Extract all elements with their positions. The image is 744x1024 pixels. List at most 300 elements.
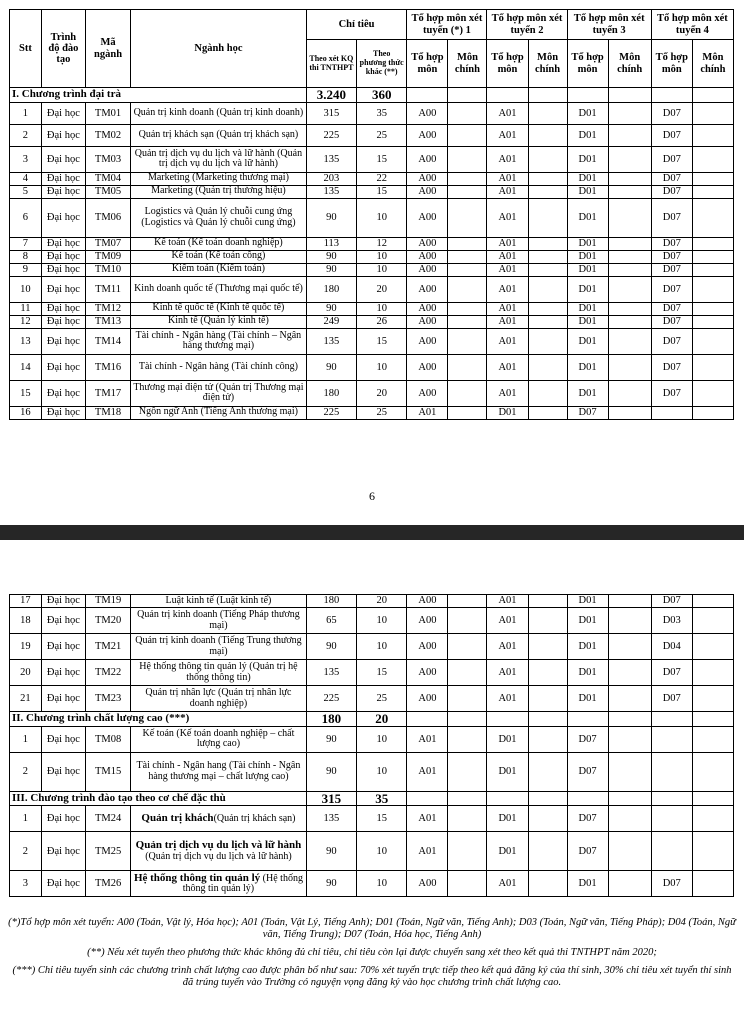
row-combo-3: D01 bbox=[567, 102, 608, 124]
row-combo-3: D01 bbox=[567, 595, 608, 608]
row-combo-4: D07 bbox=[651, 263, 692, 276]
row-level: Đại học bbox=[41, 806, 85, 832]
section-exam-total: 3.240 bbox=[306, 88, 356, 103]
row-main-subject-2 bbox=[528, 726, 567, 752]
row-quota-exam: 90 bbox=[306, 726, 356, 752]
row-stt: 9 bbox=[10, 263, 42, 276]
row-major-name: Quản trị khách sạn (Quản trị khách sạn) bbox=[131, 124, 307, 146]
row-main-subject-3 bbox=[608, 302, 651, 315]
row-combo-4 bbox=[651, 806, 692, 832]
row-combo-1: A00 bbox=[407, 276, 448, 302]
row-quota-other: 10 bbox=[357, 608, 407, 634]
row-level: Đại học bbox=[41, 146, 85, 172]
row-main-subject-4 bbox=[692, 726, 733, 752]
header-sub-main: Môn chính bbox=[528, 40, 567, 88]
row-stt: 2 bbox=[10, 124, 42, 146]
row-combo-2: D01 bbox=[487, 806, 528, 832]
row-main-subject-2 bbox=[528, 752, 567, 791]
row-main-subject-2 bbox=[528, 406, 567, 419]
row-main-subject-1 bbox=[448, 752, 487, 791]
row-major-code: TM20 bbox=[85, 608, 130, 634]
row-main-subject-2 bbox=[528, 660, 567, 686]
row-combo-1: A01 bbox=[407, 726, 448, 752]
row-quota-other: 10 bbox=[357, 726, 407, 752]
row-combo-4: D07 bbox=[651, 686, 692, 712]
row-level: Đại học bbox=[41, 595, 85, 608]
row-combo-3: D01 bbox=[567, 237, 608, 250]
admission-table-page-6 bbox=[9, 9, 734, 420]
row-major-name: Ngôn ngữ Anh (Tiếng Anh thương mại) bbox=[131, 406, 307, 419]
row-major-code: TM02 bbox=[85, 124, 130, 146]
row-main-subject-3 bbox=[608, 185, 651, 198]
major-name-detail: (Quản trị dịch vụ du lịch và lữ hành) bbox=[145, 850, 292, 862]
row-combo-3: D01 bbox=[567, 608, 608, 634]
row-combo-2: A01 bbox=[487, 302, 528, 315]
row-main-subject-3 bbox=[608, 634, 651, 660]
row-main-subject-1 bbox=[448, 380, 487, 406]
row-main-subject-4 bbox=[692, 146, 733, 172]
row-main-subject-4 bbox=[692, 660, 733, 686]
table-row bbox=[10, 354, 734, 380]
row-main-subject-2 bbox=[528, 124, 567, 146]
row-quota-exam: 249 bbox=[306, 315, 356, 328]
row-quota-exam: 203 bbox=[306, 172, 356, 185]
row-main-subject-2 bbox=[528, 198, 567, 237]
row-major-code: TM21 bbox=[85, 634, 130, 660]
row-combo-1: A00 bbox=[407, 146, 448, 172]
row-main-subject-4 bbox=[692, 354, 733, 380]
row-main-subject-4 bbox=[692, 302, 733, 315]
table-row bbox=[10, 752, 734, 791]
row-level: Đại học bbox=[41, 263, 85, 276]
row-major-name: Logistics và Quản lý chuỗi cung ứng (Logistics và Quản lý chuỗi cung ứng) bbox=[131, 198, 307, 237]
row-combo-1: A00 bbox=[407, 660, 448, 686]
row-main-subject-4 bbox=[692, 406, 733, 419]
row-main-subject-1 bbox=[448, 237, 487, 250]
row-quota-exam: 90 bbox=[306, 752, 356, 791]
row-major-name: Tài chính - Ngân hang (Tài chính - Ngân hàng thương mại – chất lượng cao) bbox=[131, 752, 307, 791]
row-quota-other: 15 bbox=[357, 185, 407, 198]
row-main-subject-2 bbox=[528, 102, 567, 124]
major-name-bold: Quản trị khách bbox=[141, 812, 214, 824]
table-row bbox=[10, 172, 734, 185]
header-level: Trình độ đào tạo bbox=[41, 10, 85, 88]
row-main-subject-4 bbox=[692, 185, 733, 198]
row-main-subject-3 bbox=[608, 124, 651, 146]
row-main-subject-4 bbox=[692, 634, 733, 660]
row-combo-2: A01 bbox=[487, 871, 528, 897]
row-combo-2: D01 bbox=[487, 726, 528, 752]
row-main-subject-3 bbox=[608, 608, 651, 634]
row-major-code: TM25 bbox=[85, 832, 130, 871]
row-combo-3: D01 bbox=[567, 380, 608, 406]
row-major-name: Quản trị nhân lực (Quản trị nhân lực doanh nghiệp) bbox=[131, 686, 307, 712]
row-major-name: Kế toán (Kế toán doanh nghiệp) bbox=[131, 237, 307, 250]
row-combo-4: D07 bbox=[651, 185, 692, 198]
table-row bbox=[10, 328, 734, 354]
row-combo-4: D07 bbox=[651, 328, 692, 354]
row-stt: 11 bbox=[10, 302, 42, 315]
row-main-subject-4 bbox=[692, 380, 733, 406]
row-major-code: TM07 bbox=[85, 237, 130, 250]
row-main-subject-1 bbox=[448, 354, 487, 380]
footnote-high-quality: (***) Chỉ tiêu tuyển sinh các chương trình chất lượng cao được phân bổ như sau: 70% xét tuyển trực tiếp theo kết quả đăng ký của thí sinh, 30% chỉ tiêu xét tuyển thí sinh đã trúng tuyển vào Trường có nguyện vọng đăng ký vào học chương trình chất lượng cao. bbox=[12, 965, 732, 989]
header-code: Mã ngành bbox=[85, 10, 130, 88]
row-main-subject-2 bbox=[528, 276, 567, 302]
row-combo-1: A00 bbox=[407, 871, 448, 897]
row-level: Đại học bbox=[41, 250, 85, 263]
row-level: Đại học bbox=[41, 354, 85, 380]
row-combo-4 bbox=[651, 726, 692, 752]
row-stt: 1 bbox=[10, 806, 42, 832]
row-major-code: TM17 bbox=[85, 380, 130, 406]
row-combo-2: A01 bbox=[487, 172, 528, 185]
row-quota-other: 15 bbox=[357, 328, 407, 354]
row-major-code: TM11 bbox=[85, 276, 130, 302]
row-combo-2: A01 bbox=[487, 595, 528, 608]
row-quota-exam: 90 bbox=[306, 354, 356, 380]
row-quota-exam: 225 bbox=[306, 124, 356, 146]
row-level: Đại học bbox=[41, 686, 85, 712]
row-combo-4: D07 bbox=[651, 302, 692, 315]
row-quota-other: 10 bbox=[357, 634, 407, 660]
row-major-name: Kinh doanh quốc tế (Thương mại quốc tế) bbox=[131, 276, 307, 302]
row-main-subject-3 bbox=[608, 237, 651, 250]
row-combo-1: A00 bbox=[407, 237, 448, 250]
row-quota-other: 26 bbox=[357, 315, 407, 328]
row-main-subject-3 bbox=[608, 406, 651, 419]
table-row bbox=[10, 871, 734, 897]
row-main-subject-2 bbox=[528, 237, 567, 250]
row-major-code: TM16 bbox=[85, 354, 130, 380]
row-stt: 6 bbox=[10, 198, 42, 237]
row-main-subject-2 bbox=[528, 608, 567, 634]
row-main-subject-3 bbox=[608, 806, 651, 832]
row-level: Đại học bbox=[41, 608, 85, 634]
row-combo-4: D07 bbox=[651, 237, 692, 250]
row-stt: 10 bbox=[10, 276, 42, 302]
section-exam-total: 180 bbox=[306, 712, 356, 727]
row-combo-4: D07 bbox=[651, 660, 692, 686]
row-combo-1: A01 bbox=[407, 406, 448, 419]
row-main-subject-4 bbox=[692, 237, 733, 250]
row-main-subject-4 bbox=[692, 806, 733, 832]
row-combo-4: D07 bbox=[651, 102, 692, 124]
row-major-name: Tài chính - Ngân hàng (Tài chính – Ngân hàng thương mại) bbox=[131, 328, 307, 354]
header-sub-main: Môn chính bbox=[608, 40, 651, 88]
row-level: Đại học bbox=[41, 276, 85, 302]
row-major-code: TM19 bbox=[85, 595, 130, 608]
page-break bbox=[0, 525, 744, 540]
row-major-name: Marketing (Quản trị thương hiệu) bbox=[131, 185, 307, 198]
row-stt: 20 bbox=[10, 660, 42, 686]
row-quota-other: 10 bbox=[357, 871, 407, 897]
row-main-subject-3 bbox=[608, 832, 651, 871]
row-combo-1: A00 bbox=[407, 124, 448, 146]
row-combo-4: D07 bbox=[651, 172, 692, 185]
row-main-subject-4 bbox=[692, 686, 733, 712]
header-sub-combo: Tổ hợp môn bbox=[487, 40, 528, 88]
row-combo-3: D07 bbox=[567, 726, 608, 752]
row-combo-1: A01 bbox=[407, 806, 448, 832]
row-main-subject-1 bbox=[448, 315, 487, 328]
row-main-subject-3 bbox=[608, 686, 651, 712]
row-main-subject-1 bbox=[448, 608, 487, 634]
row-main-subject-3 bbox=[608, 660, 651, 686]
row-main-subject-2 bbox=[528, 634, 567, 660]
row-combo-2: A01 bbox=[487, 660, 528, 686]
row-main-subject-2 bbox=[528, 185, 567, 198]
row-stt: 3 bbox=[10, 871, 42, 897]
row-combo-3: D01 bbox=[567, 124, 608, 146]
row-combo-2: A01 bbox=[487, 237, 528, 250]
row-level: Đại học bbox=[41, 380, 85, 406]
row-level: Đại học bbox=[41, 660, 85, 686]
row-main-subject-1 bbox=[448, 686, 487, 712]
row-combo-3: D01 bbox=[567, 146, 608, 172]
row-major-name: Luật kinh tế (Luật kinh tế) bbox=[131, 595, 307, 608]
row-major-code: TM04 bbox=[85, 172, 130, 185]
row-combo-3: D07 bbox=[567, 406, 608, 419]
row-combo-2: A01 bbox=[487, 102, 528, 124]
row-major-code: TM08 bbox=[85, 726, 130, 752]
row-main-subject-1 bbox=[448, 102, 487, 124]
row-combo-2: A01 bbox=[487, 380, 528, 406]
table-row bbox=[10, 237, 734, 250]
row-main-subject-4 bbox=[692, 608, 733, 634]
table-row bbox=[10, 250, 734, 263]
row-combo-3: D01 bbox=[567, 871, 608, 897]
table-row bbox=[10, 315, 734, 328]
row-quota-other: 25 bbox=[357, 124, 407, 146]
row-combo-4: D07 bbox=[651, 276, 692, 302]
row-quota-other: 15 bbox=[357, 806, 407, 832]
row-combo-1: A00 bbox=[407, 380, 448, 406]
row-main-subject-1 bbox=[448, 263, 487, 276]
row-main-subject-2 bbox=[528, 686, 567, 712]
row-combo-4: D07 bbox=[651, 250, 692, 263]
row-combo-4: D07 bbox=[651, 871, 692, 897]
row-quota-exam: 135 bbox=[306, 146, 356, 172]
row-combo-2: A01 bbox=[487, 354, 528, 380]
table-row bbox=[10, 595, 734, 608]
row-quota-other: 22 bbox=[357, 172, 407, 185]
header-stt: Stt bbox=[10, 10, 42, 88]
row-combo-3: D01 bbox=[567, 660, 608, 686]
row-level: Đại học bbox=[41, 406, 85, 419]
row-combo-2: A01 bbox=[487, 276, 528, 302]
footnotes bbox=[8, 917, 736, 995]
row-level: Đại học bbox=[41, 102, 85, 124]
row-stt: 4 bbox=[10, 172, 42, 185]
major-name-bold: Hệ thống thông tin quản lý bbox=[133, 871, 261, 884]
row-level: Đại học bbox=[41, 172, 85, 185]
row-main-subject-2 bbox=[528, 595, 567, 608]
row-main-subject-1 bbox=[448, 406, 487, 419]
row-quota-exam: 113 bbox=[306, 237, 356, 250]
row-quota-exam: 225 bbox=[306, 686, 356, 712]
row-quota-exam: 180 bbox=[306, 595, 356, 608]
row-level: Đại học bbox=[41, 726, 85, 752]
row-combo-2: D01 bbox=[487, 406, 528, 419]
row-main-subject-3 bbox=[608, 726, 651, 752]
row-main-subject-1 bbox=[448, 871, 487, 897]
row-major-code: TM15 bbox=[85, 752, 130, 791]
row-major-name bbox=[131, 806, 307, 832]
row-level: Đại học bbox=[41, 185, 85, 198]
row-level: Đại học bbox=[41, 198, 85, 237]
row-combo-3: D01 bbox=[567, 250, 608, 263]
row-combo-4: D07 bbox=[651, 315, 692, 328]
row-quota-other: 10 bbox=[357, 354, 407, 380]
row-combo-1: A00 bbox=[407, 302, 448, 315]
row-major-code: TM10 bbox=[85, 263, 130, 276]
row-main-subject-4 bbox=[692, 102, 733, 124]
table-row bbox=[10, 660, 734, 686]
row-combo-2: A01 bbox=[487, 185, 528, 198]
row-combo-1: A00 bbox=[407, 686, 448, 712]
row-quota-other: 10 bbox=[357, 832, 407, 871]
table-row bbox=[10, 406, 734, 419]
row-combo-2: A01 bbox=[487, 328, 528, 354]
header-quota-exam: Theo xét KQ thi TNTHPT bbox=[306, 40, 356, 88]
row-main-subject-3 bbox=[608, 172, 651, 185]
row-main-subject-2 bbox=[528, 250, 567, 263]
row-main-subject-1 bbox=[448, 634, 487, 660]
table-row bbox=[10, 302, 734, 315]
table-row bbox=[10, 608, 734, 634]
table-row bbox=[10, 185, 734, 198]
row-quota-exam: 65 bbox=[306, 608, 356, 634]
row-main-subject-2 bbox=[528, 354, 567, 380]
row-quota-exam: 225 bbox=[306, 406, 356, 419]
row-combo-2: A01 bbox=[487, 263, 528, 276]
page-number: 6 bbox=[369, 489, 375, 503]
row-major-name: Quản trị kinh doanh (Quản trị kinh doanh) bbox=[131, 102, 307, 124]
row-major-code: TM24 bbox=[85, 806, 130, 832]
row-quota-other: 10 bbox=[357, 250, 407, 263]
row-major-code: TM23 bbox=[85, 686, 130, 712]
header-quota-other: Theo phương thức khác (**) bbox=[357, 40, 407, 88]
row-quota-other: 20 bbox=[357, 595, 407, 608]
row-combo-4 bbox=[651, 832, 692, 871]
row-combo-1: A00 bbox=[407, 608, 448, 634]
row-main-subject-3 bbox=[608, 146, 651, 172]
row-quota-other: 10 bbox=[357, 198, 407, 237]
row-stt: 17 bbox=[10, 595, 42, 608]
header-sub-main: Môn chính bbox=[692, 40, 733, 88]
row-main-subject-4 bbox=[692, 124, 733, 146]
row-combo-1: A00 bbox=[407, 315, 448, 328]
row-combo-1: A00 bbox=[407, 634, 448, 660]
row-stt: 13 bbox=[10, 328, 42, 354]
row-combo-4: D03 bbox=[651, 608, 692, 634]
major-name-detail: (Hệ thống thông tin quản lý) bbox=[182, 872, 303, 895]
row-combo-1: A00 bbox=[407, 595, 448, 608]
header-combo-1: Tổ hợp môn xét tuyển (*) 1 bbox=[407, 10, 487, 40]
row-major-code: TM22 bbox=[85, 660, 130, 686]
row-quota-exam: 135 bbox=[306, 806, 356, 832]
row-main-subject-1 bbox=[448, 660, 487, 686]
row-combo-2: A01 bbox=[487, 250, 528, 263]
row-main-subject-1 bbox=[448, 595, 487, 608]
row-main-subject-3 bbox=[608, 871, 651, 897]
row-major-name: Kế toán (Kế toán công) bbox=[131, 250, 307, 263]
row-quota-exam: 90 bbox=[306, 832, 356, 871]
admission-table-page-7 bbox=[9, 594, 734, 897]
row-main-subject-3 bbox=[608, 263, 651, 276]
row-main-subject-3 bbox=[608, 276, 651, 302]
row-main-subject-2 bbox=[528, 328, 567, 354]
row-combo-2: A01 bbox=[487, 686, 528, 712]
row-main-subject-3 bbox=[608, 595, 651, 608]
row-quota-other: 25 bbox=[357, 686, 407, 712]
section-other-total: 35 bbox=[357, 791, 407, 806]
row-combo-3: D07 bbox=[567, 806, 608, 832]
row-stt: 14 bbox=[10, 354, 42, 380]
header-combo-2: Tổ hợp môn xét tuyển 2 bbox=[487, 10, 567, 40]
row-quota-other: 15 bbox=[357, 660, 407, 686]
row-quota-other: 20 bbox=[357, 276, 407, 302]
row-level: Đại học bbox=[41, 752, 85, 791]
table-row bbox=[10, 124, 734, 146]
row-quota-exam: 135 bbox=[306, 185, 356, 198]
row-level: Đại học bbox=[41, 302, 85, 315]
row-stt: 15 bbox=[10, 380, 42, 406]
row-main-subject-4 bbox=[692, 172, 733, 185]
row-stt: 2 bbox=[10, 752, 42, 791]
row-combo-3: D01 bbox=[567, 328, 608, 354]
header-combo-4: Tổ hợp môn xét tuyển 4 bbox=[651, 10, 733, 40]
header-sub-combo: Tổ hợp môn bbox=[651, 40, 692, 88]
row-major-name: Marketing (Marketing thương mại) bbox=[131, 172, 307, 185]
row-major-name: Quản trị dịch vụ du lịch và lữ hành (Quản trị dịch vụ du lịch và lữ hành) bbox=[131, 146, 307, 172]
row-combo-4: D07 bbox=[651, 595, 692, 608]
section-title: III. Chương trình đào tạo theo cơ chế đặc thù bbox=[10, 791, 307, 806]
row-stt: 8 bbox=[10, 250, 42, 263]
table-row bbox=[10, 102, 734, 124]
row-stt: 1 bbox=[10, 726, 42, 752]
row-main-subject-1 bbox=[448, 124, 487, 146]
row-main-subject-1 bbox=[448, 198, 487, 237]
row-major-code: TM12 bbox=[85, 302, 130, 315]
row-main-subject-2 bbox=[528, 302, 567, 315]
row-main-subject-1 bbox=[448, 726, 487, 752]
row-major-name: Kiểm toán (Kiểm toán) bbox=[131, 263, 307, 276]
row-level: Đại học bbox=[41, 634, 85, 660]
row-main-subject-2 bbox=[528, 315, 567, 328]
row-major-code: TM14 bbox=[85, 328, 130, 354]
row-quota-exam: 90 bbox=[306, 198, 356, 237]
row-stt: 19 bbox=[10, 634, 42, 660]
row-major-code: TM18 bbox=[85, 406, 130, 419]
row-quota-exam: 90 bbox=[306, 871, 356, 897]
row-quota-other: 10 bbox=[357, 263, 407, 276]
row-main-subject-3 bbox=[608, 354, 651, 380]
row-quota-other: 35 bbox=[357, 102, 407, 124]
table-row bbox=[10, 276, 734, 302]
row-quota-exam: 135 bbox=[306, 328, 356, 354]
table-row bbox=[10, 198, 734, 237]
row-combo-2: A01 bbox=[487, 146, 528, 172]
row-main-subject-2 bbox=[528, 806, 567, 832]
row-combo-2: A01 bbox=[487, 198, 528, 237]
row-combo-2: D01 bbox=[487, 752, 528, 791]
row-main-subject-3 bbox=[608, 315, 651, 328]
row-combo-3: D01 bbox=[567, 276, 608, 302]
row-combo-4: D07 bbox=[651, 146, 692, 172]
row-combo-4 bbox=[651, 406, 692, 419]
